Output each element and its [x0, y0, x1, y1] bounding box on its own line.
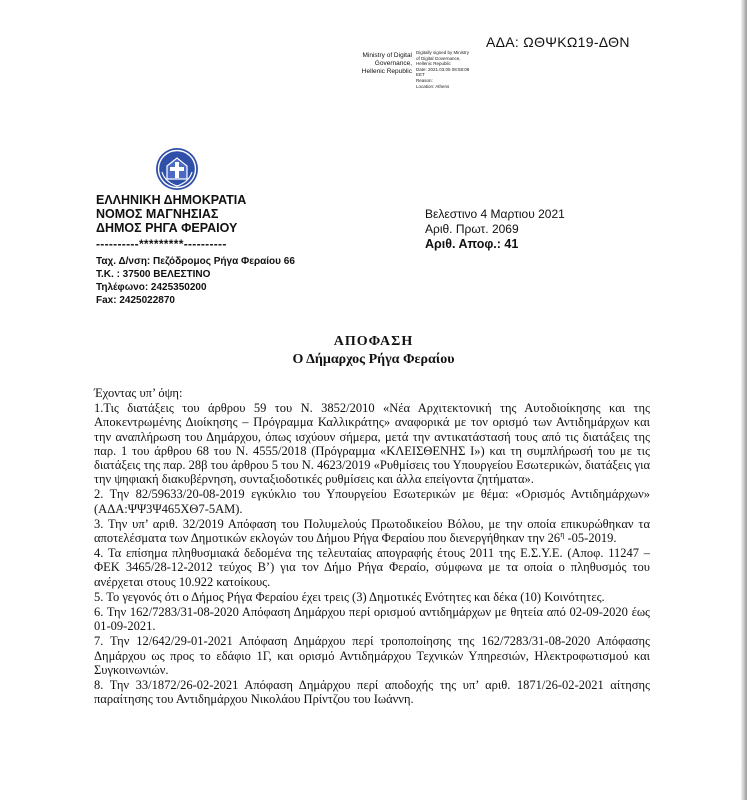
signature-detail-line: Hellenic Republic	[416, 61, 451, 67]
contact-address: Ταχ. Δ/νση: Πεζόδρομος Ρήγα Φεραίου 66	[96, 256, 295, 267]
body-paragraph-7: 7. Την 12/642/29-01-2021 Απόφαση Δημάρχου περί τροποποίησης της 162/7283/31-08-2020 Απόφασης Δημάρχου ως προς το εδάφιο 1Γ, και ορισμό Αντιδημάρχου Τεχνικών Υπηρεσιών, Ηλεκτροφωτισμού και Συγκοινωνιών.	[94, 634, 650, 677]
signer-line: Hellenic Republic	[361, 68, 412, 75]
header-separator: ----------*********----------	[96, 237, 227, 251]
signature-detail-line: Date: 2021.03.05 08:58:08	[416, 66, 470, 72]
body-paragraph-3-text: 3. Την υπ’ αριθ. 32/2019 Απόφαση του Πολυμελούς Πρωτοδικείου Βόλου, με την οποία επικυρώθηκαν τα αποτελέσματα των Δημοτικών εκλογών του Δήμου Ρήγα Φεραίου που διενεργήθηκαν την 26	[94, 516, 650, 546]
document-subtitle: Ο Δήμαρχος Ρήγα Φεραίου	[292, 352, 455, 367]
contact-postal: Τ.Κ. : 37500 ΒΕΛΕΣΤΙΝΟ	[96, 269, 211, 280]
body-paragraph-4: 4. Τα επίσημα πληθυσμιακά δεδομένα της τελευταίας απογραφής έτους 2011 της Ε.Σ.Υ.Ε. (Αποφ. 11247 – ΦΕΚ 3465/28-12-2012 τεύχος Β’) για τον Δήμο Ρήγα Φεραίο, σύμφωνα με τα οποία ο πληθυσμός του ανέρχεται στους 10.922 κατοίκους.	[94, 546, 650, 589]
org-line-country: ΕΛΛΗΝΙΚΗ ΔΗΜΟΚΡΑΤΙΑ	[96, 193, 247, 207]
protocol-number: Αριθ. Πρωτ. 2069	[425, 222, 519, 236]
signature-detail-line: EET	[416, 72, 425, 78]
ada-code: ΑΔΑ: ΩΘΨΚΩ19-ΔΘΝ	[486, 34, 630, 50]
signature-detail-line: Reason:	[416, 77, 433, 83]
body-intro: Έχοντας υπ’ όψη:	[94, 386, 183, 400]
decision-number: Αριθ. Αποφ.: 41	[425, 237, 519, 251]
body-paragraph-5: 5. Το γεγονός ότι ο Δήμος Ρήγα Φεραίου έχει τρεις (3) Δημοτικές Ενότητες και δέκα (10) Κοινότητες.	[94, 589, 605, 604]
ordinal-superscript: η	[560, 529, 565, 539]
page-edge-shadow	[741, 0, 747, 800]
digital-signer	[340, 52, 412, 76]
signer-line: Governance,	[374, 60, 412, 67]
org-line-municipality: ΔΗΜΟΣ ΡΗΓΑ ΦΕΡΑΙΟΥ	[96, 221, 238, 235]
contact-info	[96, 255, 295, 307]
signature-detail-line: Location: Athens	[416, 83, 450, 89]
body-paragraph-6: 6. Την 162/7283/31-08-2020 Απόφαση Δημάρχου περί ορισμού αντιδημάρχων με θητεία από 02-09-2020 έως 01-09-2021.	[94, 605, 650, 634]
contact-fax: Fax: 2425022870	[96, 295, 175, 306]
contact-phone: Τηλέφωνο: 2425350200	[96, 282, 207, 293]
org-line-prefecture: ΝΟΜΟΣ ΜΑΓΝΗΣΙΑΣ	[96, 207, 219, 221]
document-title: ΑΠΟΦΑΣΗ	[333, 334, 414, 349]
signature-detail-line: Digitally signed by Ministry	[416, 50, 470, 55]
body-paragraph-8: 8. Την 33/1872/26-02-2021 Απόφαση Δημάρχου περί αποδοχής της υπ’ αριθ. 1871/26-02-2021 αίτησης παραίτησης του Αντιδημάρχου Νικολάου Πρίντζου του Ιωάννη.	[94, 678, 650, 707]
document-date: Βελεστινο 4 Μαρτιου 2021	[425, 207, 565, 221]
greek-emblem-icon	[154, 146, 200, 192]
signer-line: Ministry of Digital	[362, 52, 412, 59]
date-protocol-block	[425, 207, 565, 252]
document-body	[94, 386, 650, 707]
body-paragraph-2: 2. Την 82/59633/20-08-2019 εγκύκλιο του Υπουργείου Εσωτερικών με θέμα: «Ορισμός Αντιδημάρχων» (ΑΔΑ:ΨΨ3Ψ465ΧΘ7-5ΑΜ).	[94, 487, 650, 516]
body-paragraph-3	[94, 517, 650, 545]
organization-header	[96, 193, 246, 235]
body-paragraph-3-end: -05-2019.	[564, 531, 617, 546]
signature-details	[416, 50, 496, 89]
body-paragraph-1: 1.Τις διατάξεις του άρθρου 59 του Ν. 3852/2010 «Νέα Αρχιτεκτονική της Αυτοδιοίκησης και της Αποκεντρωμένης Διοίκησης – Πρόγραμμα Καλλικράτης» αναφορικά με τον ορισμό των Αντιδημάρχων και την αναπλήρωση του Δημάρχου, όπως ισχύουν σήμερα, μετά την αντικατάστασή τους από τις διατάξεις της παρ. 1 του άρθρου 68 του Ν. 4555/2018 (Πρόγραμμα «ΚΛΕΙΣΘΕΝΗΣ Ι») και τη συμπλήρωσή του με τις διατάξεις της παρ. 28β του άρθρου 5 του Ν. 4623/2019 «Ρυθμίσεις του Υπουργείου Εσωτερικών, διατάξεις για την ψηφιακή διακυβέρνηση, συνταξιοδοτικές ρυθμίσεις και άλλα επείγοντα ζητήματα».	[94, 401, 650, 487]
signature-detail-line: of Digital Governance,	[416, 55, 461, 61]
